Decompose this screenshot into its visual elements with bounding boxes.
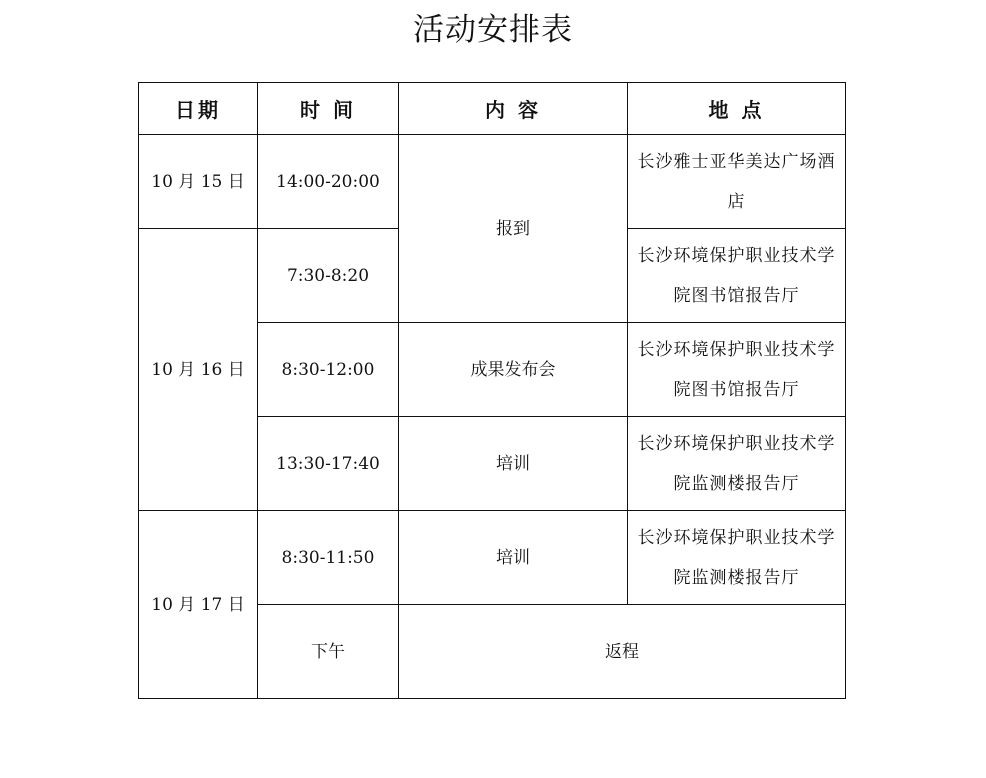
time-cell: 7:30-8:20	[258, 229, 399, 323]
header-time: 时 间	[258, 83, 399, 135]
time-cell: 8:30-11:50	[258, 511, 399, 605]
date-cell: 10 月 15 日	[139, 135, 258, 229]
header-location: 地 点	[628, 83, 846, 135]
content-cell: 培训	[399, 417, 628, 511]
header-content: 内 容	[399, 83, 628, 135]
content-cell: 成果发布会	[399, 323, 628, 417]
table-row	[139, 135, 846, 229]
time-cell: 14:00-20:00	[258, 135, 399, 229]
location-cell: 长沙雅士亚华美达广场酒店	[628, 135, 846, 229]
date-cell: 10 月 17 日	[139, 511, 258, 699]
header-date: 日期	[139, 83, 258, 135]
content-cell: 报到	[399, 135, 628, 323]
page-title: 活动安排表	[413, 12, 573, 48]
time-cell: 下午	[258, 605, 399, 699]
location-cell: 长沙环境保护职业技术学院监测楼报告厅	[628, 417, 846, 511]
time-cell: 8:30-12:00	[258, 323, 399, 417]
content-cell: 培训	[399, 511, 628, 605]
schedule-table	[138, 82, 846, 699]
date-cell: 10 月 16 日	[139, 229, 258, 511]
location-cell: 长沙环境保护职业技术学院监测楼报告厅	[628, 511, 846, 605]
location-cell: 长沙环境保护职业技术学院图书馆报告厅	[628, 229, 846, 323]
content-cell: 返程	[399, 605, 846, 699]
table-row	[139, 511, 846, 605]
table-header-row	[139, 83, 846, 135]
location-cell: 长沙环境保护职业技术学院图书馆报告厅	[628, 323, 846, 417]
time-cell: 13:30-17:40	[258, 417, 399, 511]
